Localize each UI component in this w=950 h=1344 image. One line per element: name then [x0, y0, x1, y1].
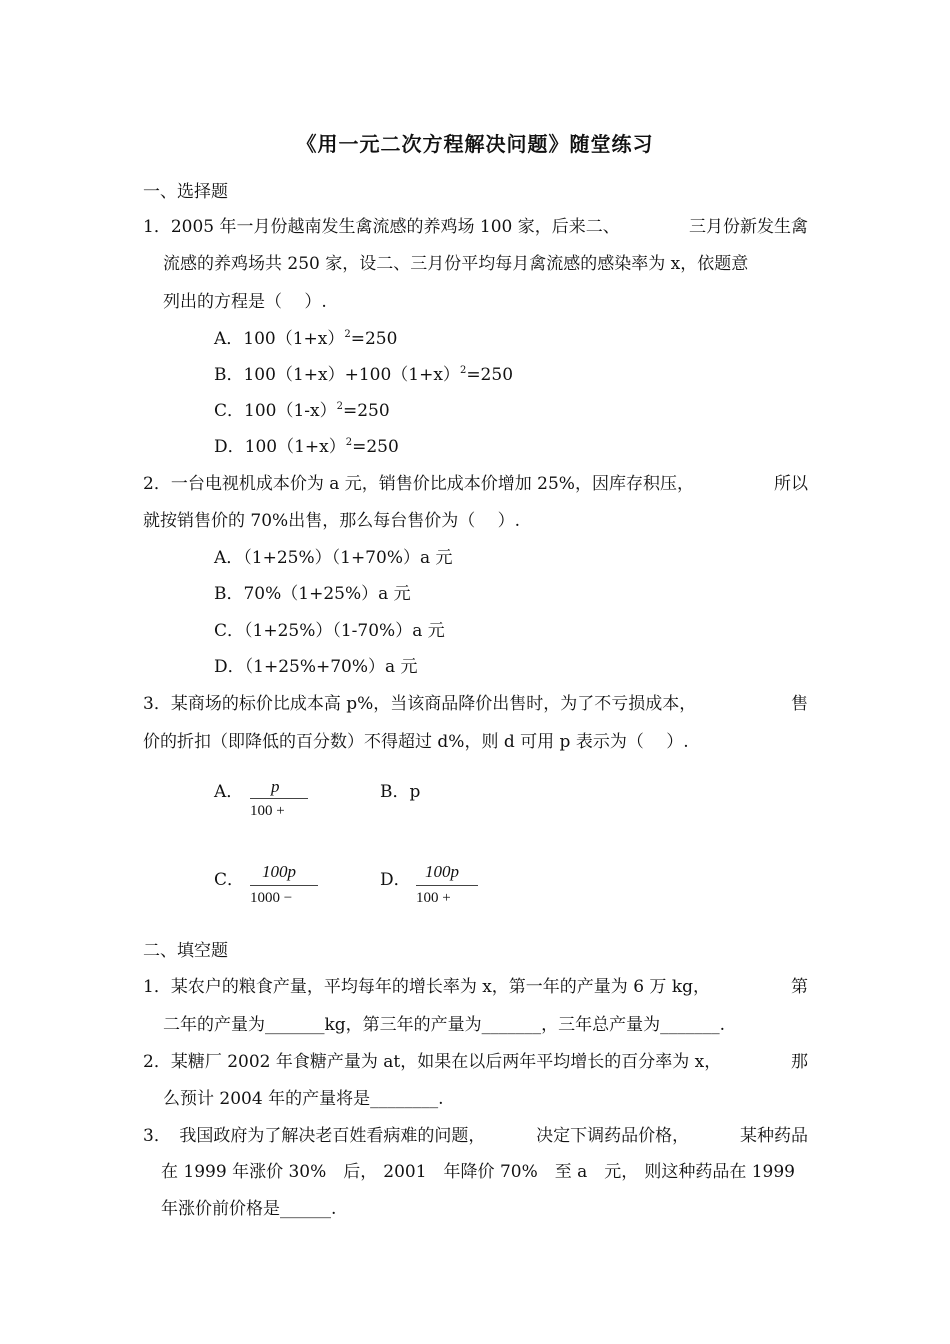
- fill-question-3-line-3: 年涨价前价格是______.: [161, 1199, 337, 1219]
- fraction-bar: [416, 885, 478, 886]
- fill-question-2-line-2: 么预计 2004 年的产量将是________.: [163, 1089, 444, 1109]
- question-1-line-3: 列出的方程是（ ）.: [163, 292, 327, 312]
- fraction-numerator: p: [271, 777, 280, 796]
- fraction-denominator: 100 +: [250, 803, 285, 819]
- fraction-numerator: 100p: [425, 862, 459, 881]
- section-heading-fill-blank: 二、填空题: [143, 941, 228, 961]
- question-2-option-d: D．（1+25%+70%）a 元: [214, 657, 418, 677]
- question-3-option-c-label: C．: [214, 870, 245, 890]
- question-3-option-a-fraction: [248, 776, 312, 826]
- question-2-option-b: B．70%（1+25%）a 元: [214, 584, 411, 604]
- question-2-option-c: C．（1+25%）（1-70%）a 元: [214, 621, 445, 641]
- fraction-numerator: 100p: [262, 862, 296, 881]
- fraction-denominator: 1000 −: [250, 890, 293, 906]
- fill-question-3-line-1: 3． 我国政府为了解决老百姓看病难的问题， 决定下调药品价格， 某种药品: [143, 1126, 808, 1146]
- fill-question-3-line-2: 在 1999 年涨价 30% 后， 2001 年降价 70% 至 a 元， 则这种药品在 1999: [161, 1162, 795, 1182]
- question-3-option-d-label: D．: [380, 870, 411, 890]
- question-1-option-b: B．$100(1+x)+100(1+x)^2=250$: [214, 365, 514, 385]
- fill-question-1-line-1: 1．某农户的粮食产量，平均每年的增长率为 x，第一年的产量为 6 万 kg， 第: [143, 977, 808, 997]
- fill-question-2-line-1: 2．某糖厂 2002 年食糖产量为 at，如果在以后两年平均增长的百分率为 x， 那: [143, 1052, 808, 1072]
- question-1-line-2: 流感的养鸡场共 250 家，设二、三月份平均每月禽流感的感染率为 x，依题意: [163, 254, 749, 274]
- fraction-denominator: 100 +: [416, 890, 451, 906]
- question-3-option-c-fraction: [248, 862, 322, 912]
- fill-question-1-line-2: 二年的产量为_______kg，第三年的产量为_______，三年总产量为_______.: [163, 1015, 726, 1035]
- question-2-option-a: A．（1+25%）（1+70%）a 元: [214, 548, 453, 568]
- question-3-line-2: 价的折扣（即降低的百分数）不得超过 d%，则 d 可用 p 表示为（ ）.: [143, 732, 689, 752]
- question-3-option-a-label: A．: [214, 782, 244, 802]
- question-1-option-a: A．$100(1+x)^2=250$: [214, 329, 398, 349]
- fraction-bar: [250, 885, 318, 886]
- question-3-line-1: 3．某商场的标价比成本高 p%，当该商品降价出售时，为了不亏损成本， 售: [143, 694, 808, 714]
- fraction-bar: [250, 798, 308, 799]
- question-1-option-d: D．$100(1+x)^2=250$: [214, 437, 399, 457]
- question-1-line-1: 1．2005 年一月份越南发生禽流感的养鸡场 100 家，后来二、 三月份新发生禽: [143, 217, 808, 237]
- question-3-option-d-fraction: [414, 862, 484, 912]
- section-heading-choice: 一、选择题: [143, 182, 228, 202]
- document-title: 《用一元二次方程解决问题》随堂练习: [296, 132, 654, 156]
- question-2-line-1: 2．一台电视机成本价为 a 元，销售价比成本价增加 25%，因库存积压， 所以: [143, 474, 808, 494]
- question-1-option-c: C．$100(1-x)^2=250$: [214, 401, 390, 421]
- question-2-line-2: 就按销售价的 70%出售，那么每台售价为（ ）.: [143, 511, 520, 531]
- question-3-option-b: B．p: [380, 782, 421, 802]
